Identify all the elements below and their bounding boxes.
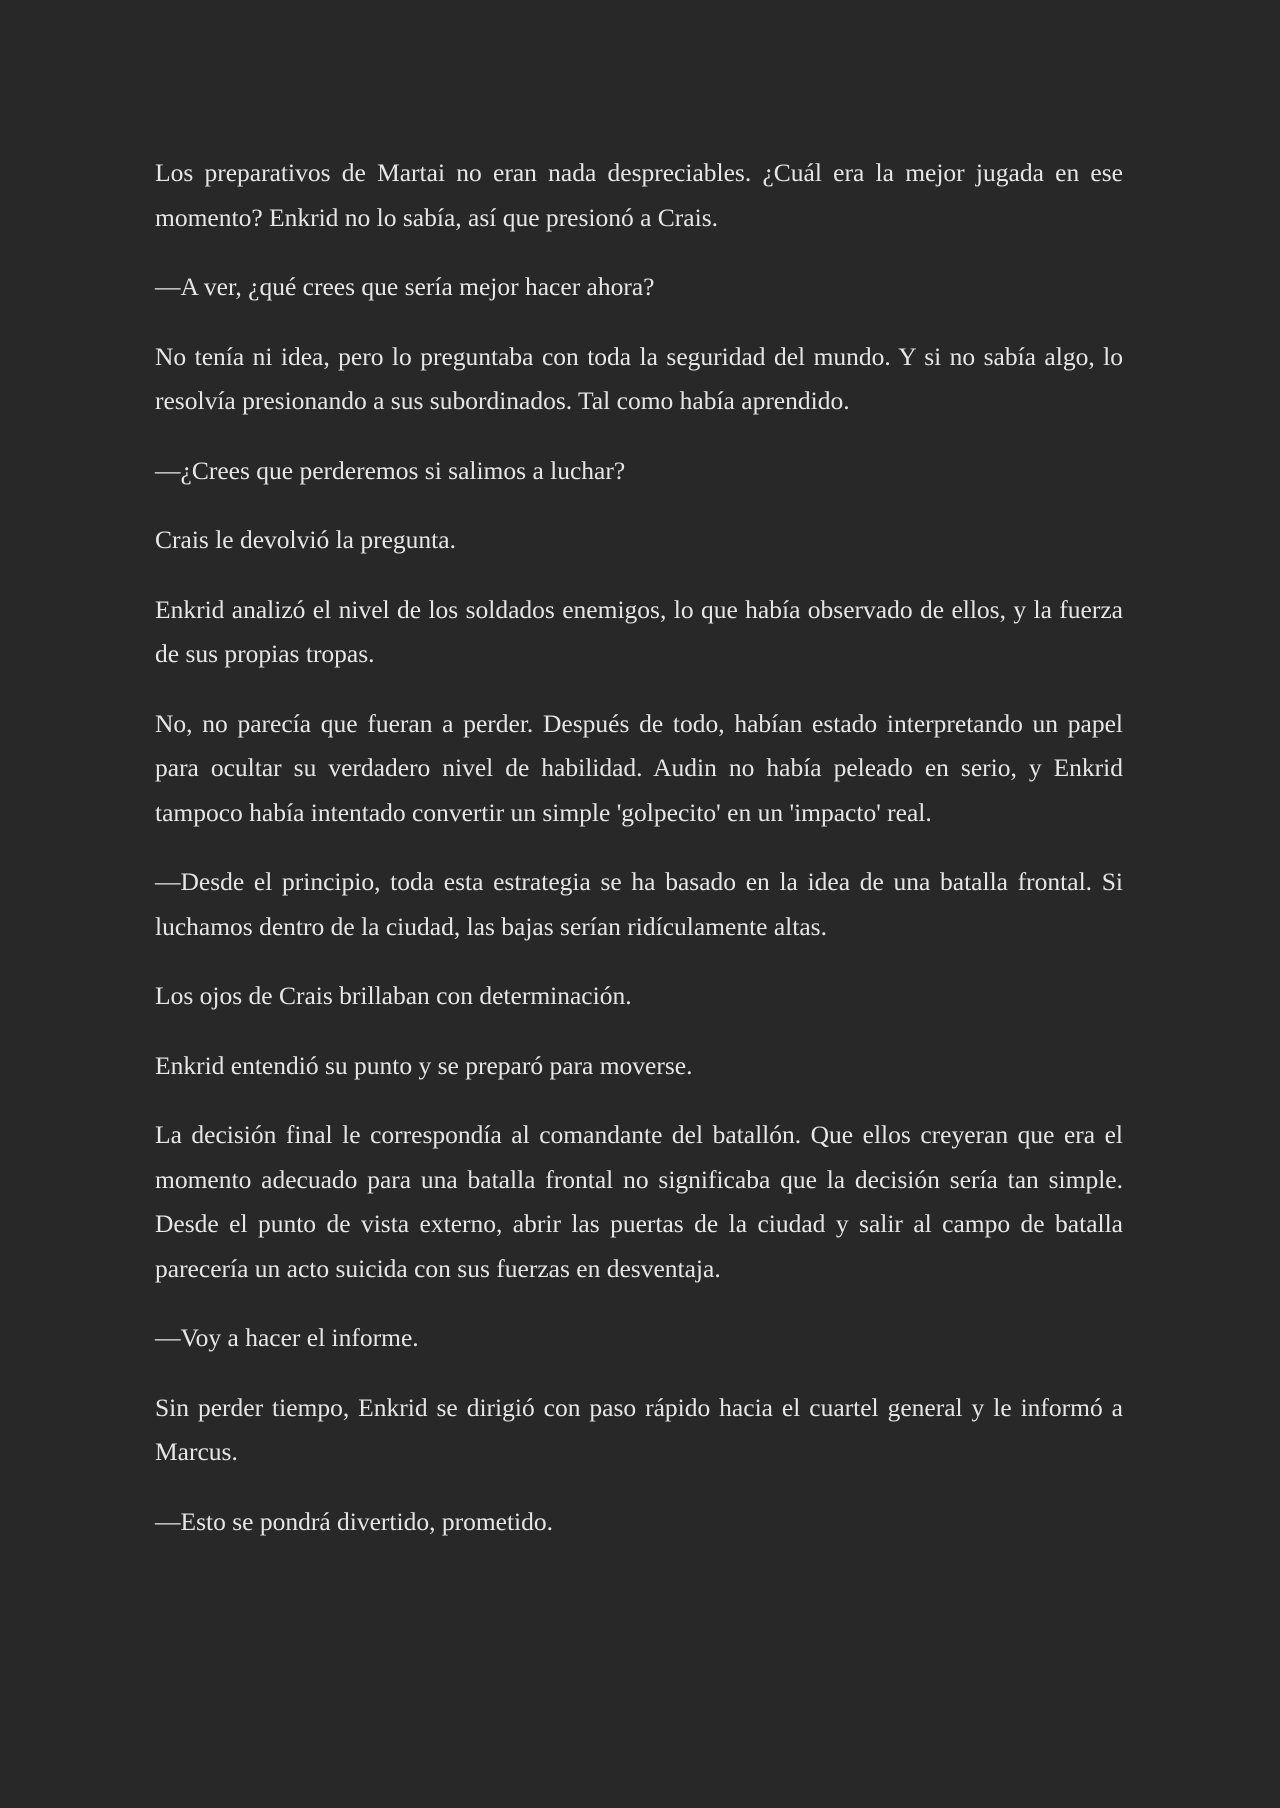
paragraph: Los ojos de Crais brillaban con determinación.: [155, 981, 632, 1010]
paragraph: —A ver, ¿qué crees que sería mejor hacer ahora?: [155, 272, 655, 301]
paragraph: No tenía ni idea, pero lo preguntaba con toda la seguridad del mundo. Y si no sabía algo, lo resolvía presionando a sus subordinados. Tal como había aprendido.: [155, 341, 1123, 415]
paragraph: Crais le devolvió la pregunta.: [155, 525, 456, 554]
paragraph: No, no parecía que fueran a perder. Después de todo, habían estado interpretando un papel para ocultar su verdadero nivel de habilidad. Audin no había peleado en serio, y Enkrid tampoco había intentado convertir un simple 'golpecito' en un 'impacto' real.: [155, 708, 1123, 827]
paragraph: —¿Crees que perderemos si salimos a luchar?: [155, 455, 626, 485]
paragraph: —Voy a hacer el informe.: [155, 1323, 419, 1352]
paragraph: Enkrid analizó el nivel de los soldados enemigos, lo que había observado de ellos, y la fuerza de sus propias tropas.: [155, 594, 1123, 668]
paragraph: Enkrid entendió su punto y se preparó para moverse.: [155, 1050, 693, 1080]
paragraph: —Desde el principio, toda esta estrategia se ha basado en la idea de una batalla frontal. Si luchamos dentro de la ciudad, las bajas serían ridículamente altas.: [155, 867, 1123, 941]
paragraph: La decisión final le correspondía al comandante del batallón. Que ellos creyeran que era el momento adecuado para una batalla frontal no significaba que la decisión sería tan simple. Desde el punto de vista externo, abrir las puertas de la ciudad y salir al campo de batalla parecería un acto suicida con sus fuerzas en desventaja.: [155, 1120, 1123, 1283]
paragraph: Sin perder tiempo, Enkrid se dirigió con paso rápido hacia el cuartel general y le informó a Marcus.: [155, 1392, 1123, 1466]
paragraph: Los preparativos de Martai no eran nada despreciables. ¿Cuál era la mejor jugada en ese momento? Enkrid no lo sabía, así que presionó a Crais.: [155, 158, 1123, 232]
paragraph: —Esto se pondrá divertido, prometido.: [155, 1506, 554, 1536]
chapter-text: [155, 151, 1123, 1569]
